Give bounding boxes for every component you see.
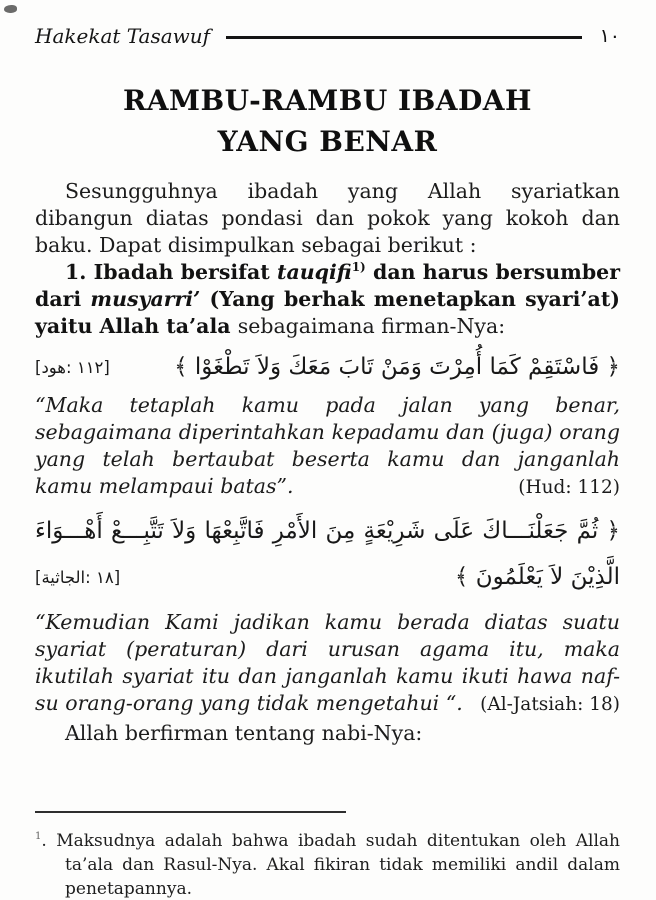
translation1 xyxy=(35,392,620,501)
point1-text: (Yang berhak menetapkan syari’at) xyxy=(200,287,621,311)
bracket-open: [ xyxy=(35,357,42,377)
translation2-line3: ikutilah syariat itu dan janganlah kamu ikuti hawa naf- xyxy=(35,664,620,688)
point1-text: dan harus bersumber xyxy=(365,260,620,284)
point1-paragraph xyxy=(35,259,620,340)
translation1-source-reference: (Hud: 112) xyxy=(518,477,620,498)
point1-text: 1. Ibadah bersifat xyxy=(65,260,278,284)
header-rule xyxy=(226,36,582,39)
page-number: ١٠ xyxy=(599,25,620,47)
footnote-text: . Maksudnya adalah bahwa ibadah sudah ditentukan oleh Allah xyxy=(41,831,620,851)
translation1-text: kamu melampaui batas”. xyxy=(35,474,294,498)
footnote-rule xyxy=(35,811,346,813)
point1-text: yaitu Allah ta’ala xyxy=(35,314,238,338)
intro-line3: baku. Dapat disimpulkan sebagai berikut : xyxy=(35,233,477,257)
translation1-line4 xyxy=(35,473,620,501)
closing-paragraph xyxy=(35,720,620,747)
translation2-text: su orang-orang yang tidak mengetahui “. xyxy=(35,691,463,715)
footnote-marker-ref: 1) xyxy=(351,260,366,275)
translation1-line3: yang telah bertaubat beserta kamu dan janganlah xyxy=(35,447,620,471)
point1-line2 xyxy=(35,286,620,313)
scan-artifact xyxy=(4,5,17,13)
footnote-line3: penetapannya. xyxy=(65,879,192,899)
bracket-open: [ xyxy=(35,567,42,587)
verse1-surah-name: هود xyxy=(41,357,67,377)
translation2-line1: “Kemudian Kami jadikan kamu berada diatas suatu xyxy=(35,610,620,634)
point1-term-tauqifi: tauqifi xyxy=(277,260,352,284)
point1-text: dari xyxy=(35,287,91,311)
footnote-number: 1 xyxy=(35,831,42,843)
translation2-line4 xyxy=(35,690,620,718)
verse1 xyxy=(35,344,620,390)
closing-line: Allah berfirman tentang nabi-Nya: xyxy=(65,721,423,745)
translation2-line2: syariat (peraturan) dari urusan agama itu, maka xyxy=(35,637,620,661)
point1-line3 xyxy=(35,313,620,340)
point1-term-musyarri: musyarri’ xyxy=(90,287,201,311)
point1-line1 xyxy=(35,259,620,286)
page-header xyxy=(35,22,620,50)
intro-paragraph xyxy=(35,178,620,259)
translation2 xyxy=(35,609,620,718)
verse2-arabic-line1: ﴿ ثُمَّ جَعَلْنَـــاكَ عَلَى شَرِيْعَةٍ مِنَ الأَمْرِ فَاتَّبِعْهَا وَلاَ تَتَّبِـــعْ أَهْـــوَاءَ xyxy=(35,518,620,544)
intro-line1: Sesungguhnya ibadah yang Allah syariatkan xyxy=(65,179,620,203)
verse1-ayah-number: : ١١٢] xyxy=(66,357,110,377)
intro-line2: dibangun diatas pondasi dan pokok yang kokoh dan xyxy=(35,206,620,230)
verse2-surah-name: الجاثية xyxy=(41,567,86,587)
verse1-arabic-text: ﴿ فَاسْتَقِمْ كَمَا أُمِرْتَ وَمَنْ تَابَ مَعَكَ وَلاَ تَطْغَوْا ﴾ xyxy=(174,354,620,380)
verse2-ayah-number: : ١٨] xyxy=(85,567,121,587)
verse1-reference xyxy=(35,358,110,377)
footnote xyxy=(35,829,620,900)
footnote-line1 xyxy=(35,829,620,853)
chapter-title-line2: YANG BENAR xyxy=(217,125,438,158)
translation2-source-reference: (Al-Jatsiah: 18) xyxy=(480,694,620,715)
verse2-line2 xyxy=(35,555,620,599)
verse2-arabic-line2: الَّذِيْنَ لاَ يَعْلَمُونَ ﴾ xyxy=(454,564,620,590)
verse2 xyxy=(35,509,620,599)
verse2-reference xyxy=(35,568,120,587)
point1-text-regular: sebagaimana firman-Nya: xyxy=(237,314,506,338)
chapter-title xyxy=(35,80,620,162)
translation1-line1: “Maka tetaplah kamu pada jalan yang benar, xyxy=(35,393,620,417)
running-title: Hakekat Tasawuf xyxy=(35,24,211,48)
footnote-line2: ta’ala dan Rasul-Nya. Akal fikiran tidak memiliki andil dalam xyxy=(65,855,620,875)
chapter-title-line1: RAMBU-RAMBU IBADAH xyxy=(123,84,532,117)
translation1-line2: sebagaimana diperintahkan kepadamu dan (juga) orang xyxy=(35,420,620,444)
